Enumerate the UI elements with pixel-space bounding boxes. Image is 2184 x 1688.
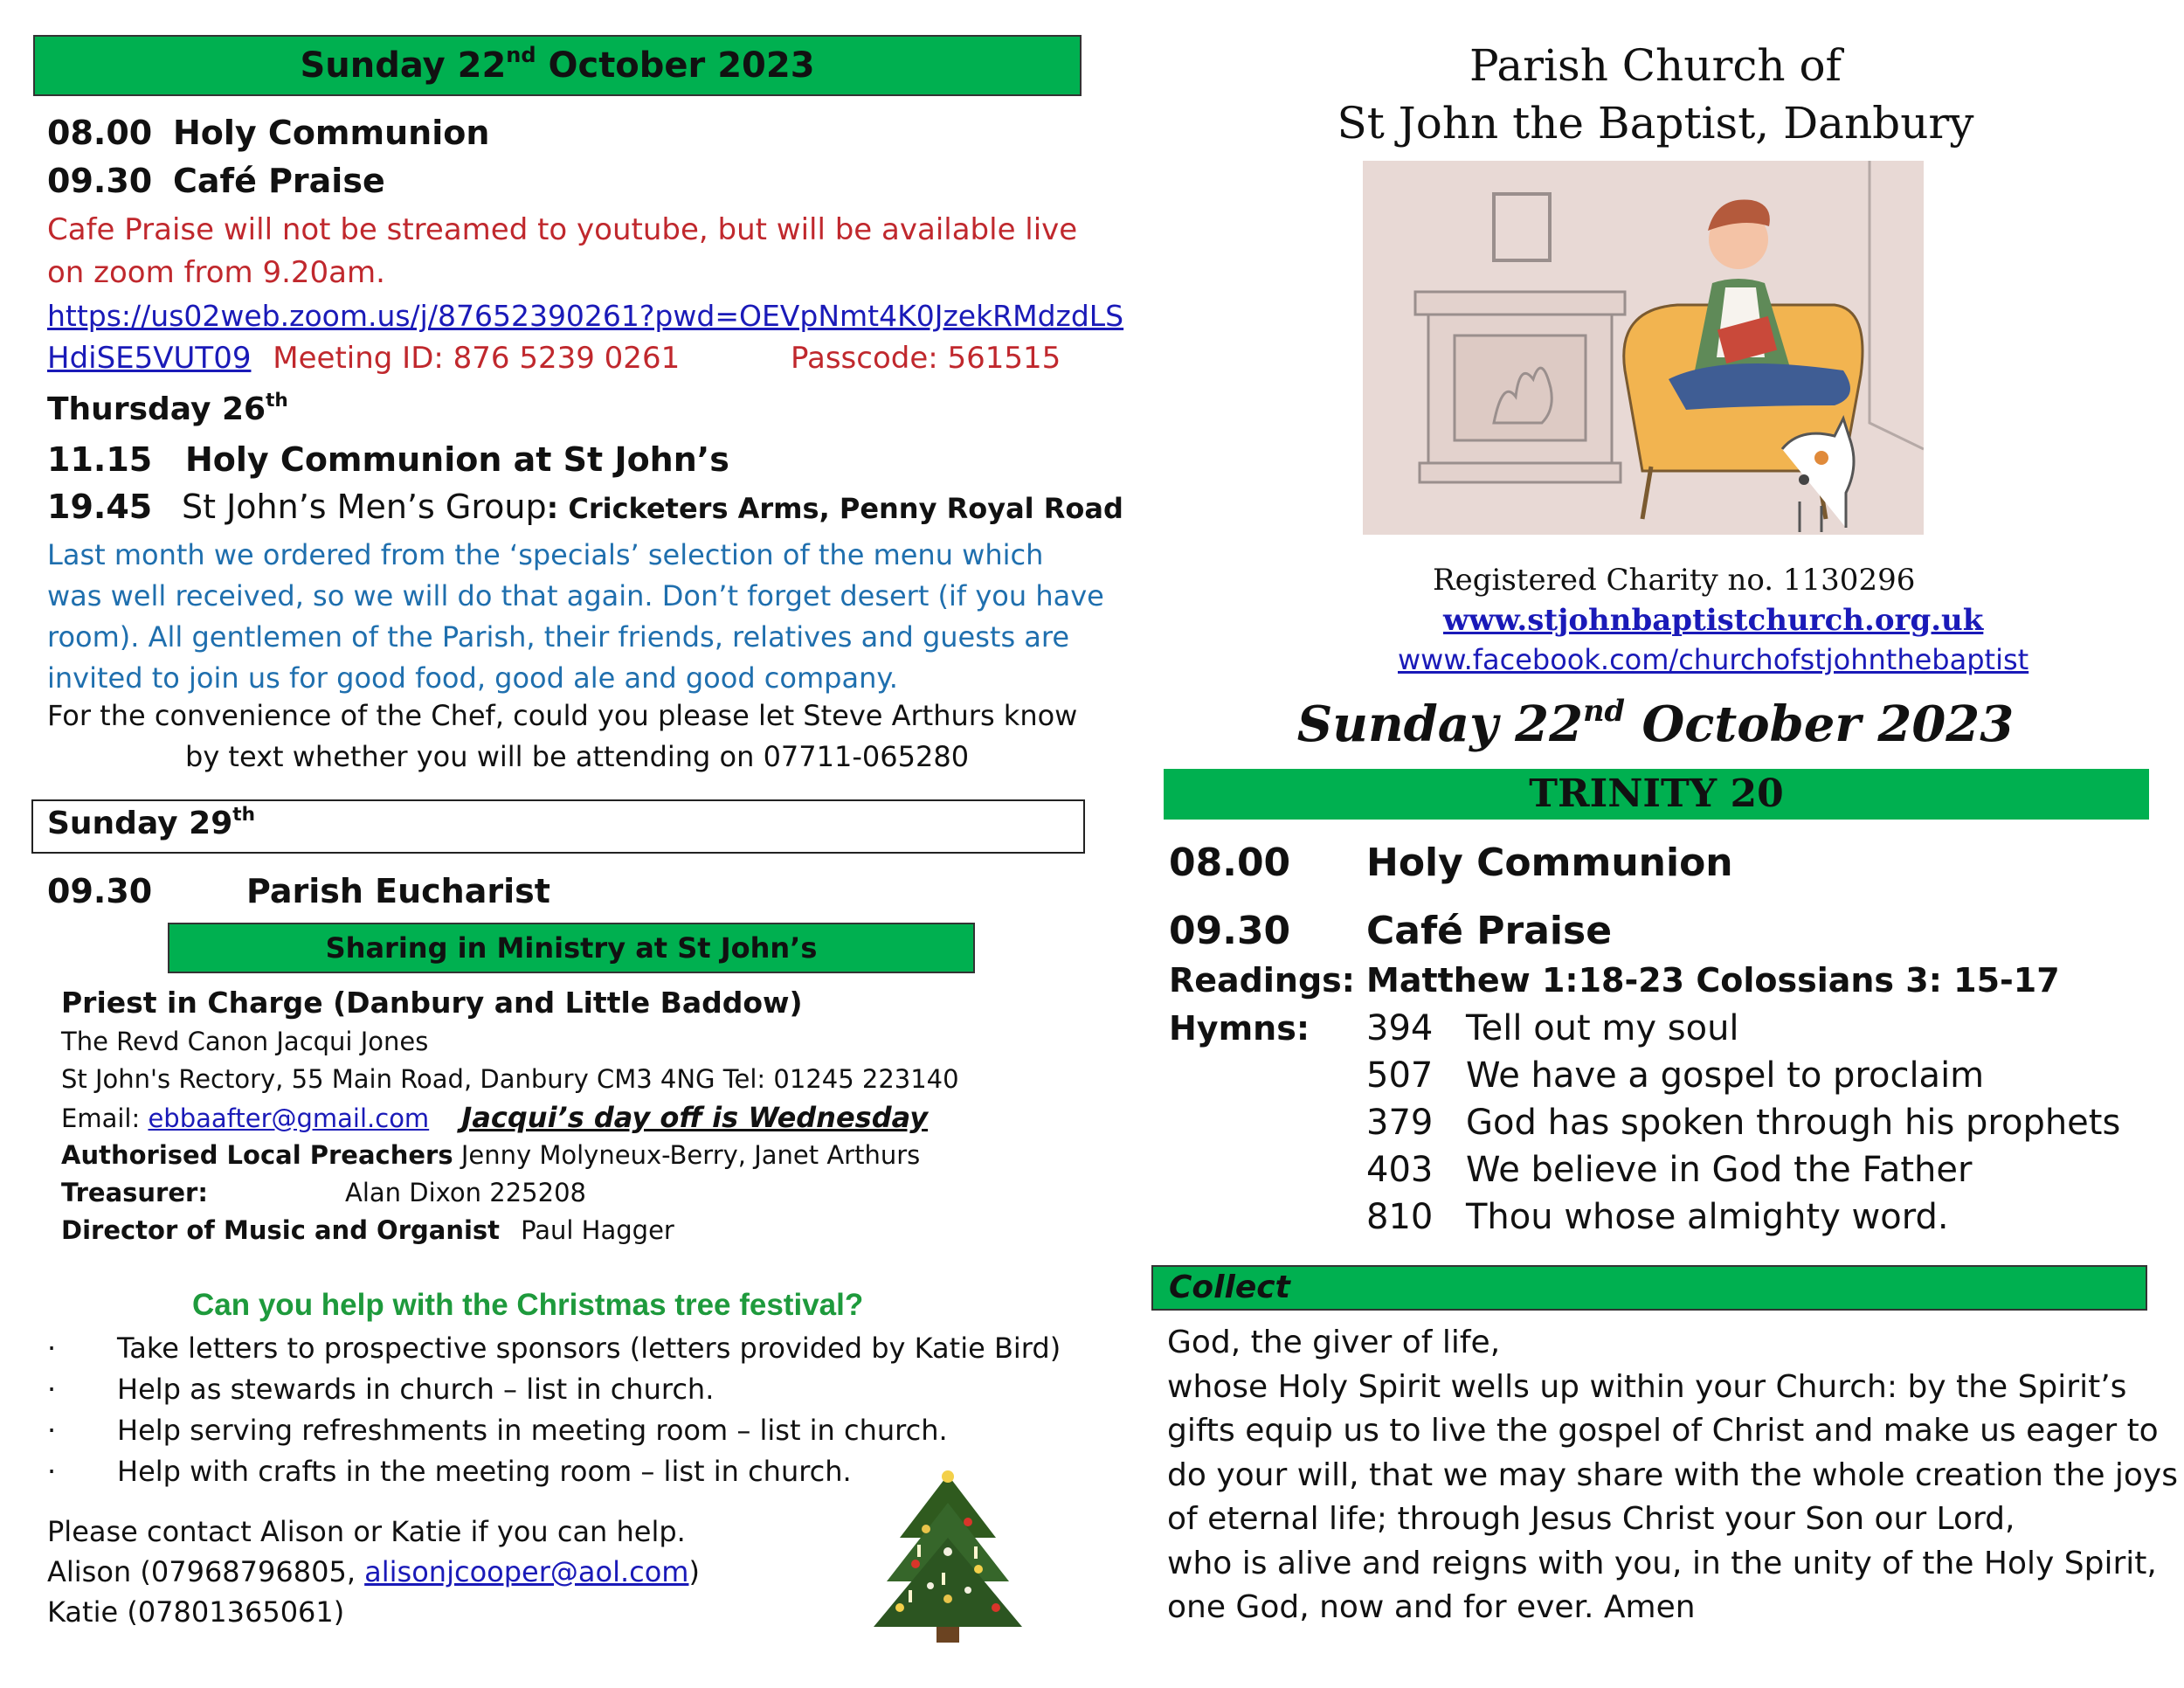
mens-group-sep: : <box>546 491 559 526</box>
music-row <box>61 1215 674 1245</box>
zoom-link[interactable]: https://us02web.zoom.us/j/87652390261?pwd=OEVpNmt4K0JzekRMdzdLS <box>47 299 1124 333</box>
list-item-text: Help serving refreshments in meeting room – list in church. <box>117 1414 948 1447</box>
collect-line: gifts equip us to live the gospel of Christ and make us eager to <box>1167 1413 2159 1449</box>
mens-group-title: St John’s Men’s Group <box>182 488 547 526</box>
xmas-title: Can you help with the Christmas tree festival? <box>192 1288 864 1322</box>
mens-text-line: room). All gentlemen of the Parish, their friends, relatives and guests are <box>47 620 1070 654</box>
zoom-details-row <box>47 341 1061 376</box>
hymn-title: We have a gospel to proclaim <box>1466 1055 1985 1096</box>
thursday-heading <box>47 391 288 427</box>
service-title: Holy Communion <box>1366 841 1733 885</box>
collect-title: Collect <box>1169 1269 1290 1305</box>
left-date-header <box>33 35 1082 96</box>
hymn-number: 379 <box>1366 1103 1434 1143</box>
service-title: Café Praise <box>1366 909 1613 953</box>
zoom-note-line1: Cafe Praise will not be streamed to youtube, but will be available live <box>47 212 1078 247</box>
contact-line: Please contact Alison or Katie if you can help. <box>47 1515 686 1548</box>
zoom-link-continued[interactable]: HdiSE5VUT09 <box>47 341 252 376</box>
list-item-text: Take letters to prospective sponsors (letters provided by Katie Bird) <box>117 1332 1061 1365</box>
priest-email-link[interactable]: ebbaafter@gmail.com <box>148 1103 430 1133</box>
thursday-communion <box>47 440 729 479</box>
sunday29-heading <box>47 803 255 841</box>
hymn-row <box>1366 1146 2120 1193</box>
priest-title: Priest in Charge (Danbury and Little Baddow) <box>61 986 803 1020</box>
hymn-list <box>1366 1005 2120 1241</box>
music-label: Director of Music and Organist <box>61 1215 501 1245</box>
service-title: Holy Communion at St John’s <box>185 440 729 479</box>
mens-group <box>47 488 1123 526</box>
service-time: 09.30 <box>47 162 153 200</box>
list-item-text: Help as stewards in church – list in church. <box>117 1373 715 1406</box>
zoom-note-line2: on zoom from 9.20am. <box>47 255 385 290</box>
list-item <box>47 1328 1061 1369</box>
service-time: 09.30 <box>1169 909 1291 953</box>
readings-row <box>1169 961 2060 1000</box>
sunday29-sup: th <box>232 803 255 826</box>
mens-group-venue: Cricketers Arms, Penny Royal Road <box>558 492 1123 525</box>
right-service-cafe-praise <box>1169 909 1612 953</box>
service-title: Holy Communion <box>173 114 490 152</box>
service-time: 09.30 <box>47 872 153 910</box>
collect-header <box>1151 1265 2147 1311</box>
treasurer-name: Alan Dixon 225208 <box>345 1178 586 1207</box>
trinity-header: TRINITY 20 <box>1164 769 2149 820</box>
contact-block <box>47 1512 700 1632</box>
right-date-heading <box>1162 692 2149 753</box>
hymn-number: 403 <box>1366 1150 1434 1190</box>
right-date-prefix: Sunday 22 <box>1296 695 1584 753</box>
day-off-note: Jacqui’s day off is Wednesday <box>461 1101 929 1134</box>
priest-name: The Revd Canon Jacqui Jones <box>61 1027 429 1056</box>
list-item-text: Help with crafts in the meeting room – list in church. <box>117 1455 852 1488</box>
chef-note-line2: by text whether you will be attending on 07711-065280 <box>185 740 970 773</box>
service-time: 08.00 <box>1169 841 1291 885</box>
collect-line: God, the giver of life, <box>1167 1325 1501 1360</box>
parish-eucharist <box>47 872 550 910</box>
rectory-address: St John's Rectory, 55 Main Road, Danbury CM3 4NG Tel: 01245 223140 <box>61 1064 959 1094</box>
mens-text-line: was well received, so we will do that again. Don’t forget desert (if you have <box>47 579 1104 612</box>
hymn-title: Thou whose almighty word. <box>1466 1197 1949 1237</box>
mens-text-line: invited to join us for good food, good ale and good company. <box>47 661 898 695</box>
collect-line: do your will, that we may share with the whole creation the joys <box>1167 1456 2178 1493</box>
hymn-row <box>1366 1052 2120 1099</box>
right-date-suffix: October 2023 <box>1624 695 2015 753</box>
christmas-tree-illustration <box>865 1468 1031 1647</box>
service-time: 08.00 <box>47 114 153 152</box>
chef-note-line1: For the convenience of the Chef, could you please let Steve Arthurs know <box>47 699 1078 732</box>
charity-number: Registered Charity no. 1130296 <box>1433 563 1916 598</box>
music-name: Paul Hagger <box>521 1215 674 1245</box>
list-item <box>47 1410 1061 1451</box>
reading-by-fireplace-illustration <box>1363 161 1924 535</box>
church-name-line1: Parish Church of <box>1469 40 1842 91</box>
thursday-sup: th <box>266 389 288 412</box>
meeting-id: Meeting ID: 876 5239 0261 <box>273 341 681 376</box>
bullet: · <box>47 1414 57 1447</box>
right-service-holy-communion <box>1169 841 1733 885</box>
readings-text: Matthew 1:18-23 Colossians 3: 15-17 <box>1366 961 2060 1000</box>
email-label: Email: <box>61 1103 149 1133</box>
service-holy-communion <box>47 114 489 152</box>
service-time: 19.45 <box>47 488 153 526</box>
website-link[interactable]: www.stjohnbaptistchurch.org.uk <box>1443 603 1984 638</box>
service-title: Café Praise <box>173 162 385 200</box>
list-item <box>47 1369 1061 1410</box>
hymn-number: 394 <box>1366 1008 1434 1048</box>
treasurer-row <box>61 1178 586 1207</box>
contact-alison: Alison (07968796805, <box>47 1555 365 1588</box>
hymn-title: God has spoken through his prophets <box>1466 1103 2121 1143</box>
preachers-label: Authorised Local Preachers <box>61 1140 453 1170</box>
service-cafe-praise <box>47 162 385 200</box>
left-date-sup: nd <box>506 43 536 68</box>
left-date-suffix: October 2023 <box>536 45 815 86</box>
church-name-line2: St John the Baptist, Danbury <box>1337 98 1974 149</box>
hymn-title: Tell out my soul <box>1466 1008 1739 1048</box>
service-title: Parish Eucharist <box>246 872 550 910</box>
hymn-number: 507 <box>1366 1055 1434 1096</box>
left-date-prefix: Sunday 22 <box>300 45 507 86</box>
mens-group-text <box>47 535 1104 699</box>
bullet: · <box>47 1332 57 1365</box>
collect-line: of eternal life; through Jesus Christ your Son our Lord, <box>1167 1501 2015 1537</box>
collect-text <box>1167 1321 2178 1630</box>
contact-line: Katie (07801365061) <box>47 1595 345 1629</box>
service-time: 11.15 <box>47 440 153 479</box>
hymns-label: Hymns: <box>1169 1009 1310 1048</box>
preachers-row <box>61 1140 920 1170</box>
bullet: · <box>47 1455 57 1488</box>
hymn-row <box>1366 1005 2120 1052</box>
treasurer-label: Treasurer: <box>61 1178 208 1207</box>
sunday29-prefix: Sunday 29 <box>47 806 233 841</box>
right-date-sup: nd <box>1583 692 1625 728</box>
thursday-prefix: Thursday 26 <box>47 391 266 427</box>
hymn-number: 810 <box>1366 1197 1434 1237</box>
contact-line <box>47 1552 700 1592</box>
collect-line: who is alive and reigns with you, in the unity of the Holy Spirit, <box>1167 1545 2157 1581</box>
hymn-row <box>1366 1099 2120 1146</box>
alison-email-link[interactable]: alisonjcooper@aol.com <box>364 1555 689 1588</box>
collect-line: whose Holy Spirit wells up within your Church: by the Spirit’s <box>1167 1368 2127 1405</box>
ministry-header: Sharing in Ministry at St John’s <box>168 923 975 973</box>
preachers-names: Jenny Molyneux-Berry, Janet Arthurs <box>453 1140 921 1170</box>
facebook-link[interactable]: www.facebook.com/churchofstjohnthebaptist <box>1398 643 2029 676</box>
collect-line: one God, now and for ever. Amen <box>1167 1589 1696 1625</box>
passcode: Passcode: 561515 <box>791 341 1061 376</box>
hymn-title: We believe in God the Father <box>1466 1150 1973 1190</box>
contact-close: ) <box>688 1555 700 1588</box>
hymn-row <box>1366 1193 2120 1241</box>
readings-label: Readings: <box>1169 961 1355 1000</box>
mens-text-line: Last month we ordered from the ‘specials’ selection of the menu which <box>47 538 1044 571</box>
email-row <box>61 1101 928 1134</box>
bullet: · <box>47 1373 57 1406</box>
